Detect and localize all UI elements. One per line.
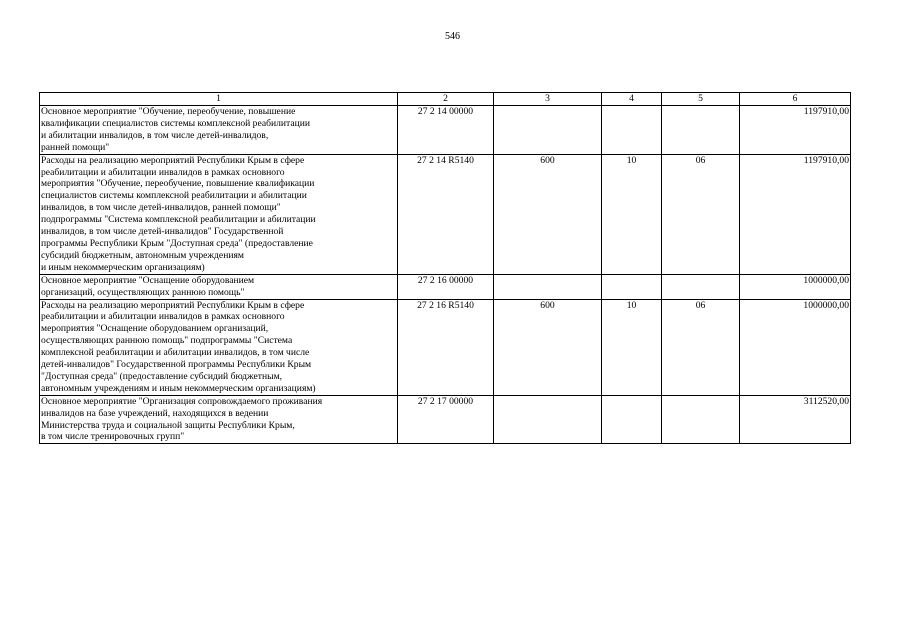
row-amount: 1197910,00 [740, 106, 851, 155]
header-cell-6: 6 [740, 93, 851, 106]
name-line: ранней помощи" [41, 141, 110, 153]
name-line: специалистов системы комплексной реабилитации и абилитации [41, 190, 307, 202]
row-amount: 1000000,00 [740, 274, 851, 299]
row-col4 [602, 106, 662, 155]
row-amount: 3112520,00 [740, 395, 851, 444]
name-line: Основное мероприятие "Обучение, переобучение, повышение [41, 106, 296, 117]
header-cell-1: 1 [40, 93, 398, 106]
name-line: и иным некоммерческим организациям) [41, 261, 205, 273]
name-line: инвалидов на базе учреждений, находящихся в ведении [41, 407, 269, 419]
table-header-row [40, 93, 851, 106]
row-code: 27 2 16 00000 [398, 274, 494, 299]
name-line: "Доступная среда" (предоставление субсидий бюджетным, [41, 370, 283, 382]
header-cell-4: 4 [602, 93, 662, 106]
row-code: 27 2 17 00000 [398, 395, 494, 444]
name-line: подпрограммы "Система комплексной реабилитации и абилитации [41, 214, 316, 226]
table-row [40, 395, 851, 444]
name-line: Расходы на реализацию мероприятий Республики Крым в сфере [41, 154, 305, 166]
row-name [40, 106, 398, 155]
row-col4 [602, 274, 662, 299]
row-col5 [662, 106, 740, 155]
row-col5 [662, 274, 740, 299]
page-number: 546 [445, 31, 460, 42]
row-col3: 600 [494, 299, 602, 395]
name-line: и абилитации инвалидов, в том числе детей-инвалидов, [41, 129, 269, 141]
name-line: инвалидов, в том числе детей-инвалидов, ранней помощи" [41, 202, 281, 214]
header-cell-2: 2 [398, 93, 494, 106]
row-col4 [602, 395, 662, 444]
row-name [40, 154, 398, 274]
row-col3 [494, 106, 602, 155]
table-row [40, 106, 851, 155]
row-col3 [494, 395, 602, 444]
name-line: осуществляющих раннюю помощь" подпрограммы "Система [41, 335, 293, 347]
row-amount: 1197910,00 [740, 154, 851, 274]
row-code: 27 2 16 R5140 [398, 299, 494, 395]
name-line: Основное мероприятие "Организация сопровождаемого проживания [41, 395, 323, 407]
table-row [40, 274, 851, 299]
name-line: мероприятия "Оснащение оборудованием организаций, [41, 323, 269, 335]
name-line: мероприятия "Обучение, переобучение, повышение квалификации [41, 178, 315, 190]
name-line: детей-инвалидов" Государственной программы Республики Крым [41, 359, 312, 371]
name-line: комплексной реабилитации и абилитации инвалидов, в том числе [41, 347, 310, 359]
header-cell-3: 3 [494, 93, 602, 106]
row-code: 27 2 14 R5140 [398, 154, 494, 274]
row-col5: 06 [662, 299, 740, 395]
row-amount: 1000000,00 [740, 299, 851, 395]
row-name [40, 395, 398, 444]
name-line: Расходы на реализацию мероприятий Республики Крым в сфере [41, 299, 305, 311]
row-col5 [662, 395, 740, 444]
name-line: организаций, осуществляющих раннюю помощь" [41, 286, 245, 298]
row-col3: 600 [494, 154, 602, 274]
row-col3 [494, 274, 602, 299]
name-line: Основное мероприятие "Оснащение оборудованием [41, 274, 255, 286]
row-col5: 06 [662, 154, 740, 274]
name-line: автономным учреждениям и иным некоммерческим организациям) [41, 382, 316, 394]
table-row [40, 154, 851, 274]
table-row [40, 299, 851, 395]
row-name [40, 274, 398, 299]
name-line: инвалидов, в том числе детей-инвалидов" Государственной [41, 226, 284, 238]
row-col4: 10 [602, 299, 662, 395]
row-name [40, 299, 398, 395]
row-col4: 10 [602, 154, 662, 274]
row-code: 27 2 14 00000 [398, 106, 494, 155]
name-line: Министерства труда и социальной защиты Республики Крым, [41, 419, 295, 431]
header-cell-5: 5 [662, 93, 740, 106]
name-line: реабилитации и абилитации инвалидов в рамках основного [41, 311, 285, 323]
name-line: реабилитации и абилитации инвалидов в рамках основного [41, 166, 285, 178]
name-line: субсидий бюджетным, автономным учреждениям [41, 249, 244, 261]
name-line: программы Республики Крым "Доступная среда" (предоставление [41, 237, 313, 249]
name-line: в том числе тренировочных групп" [41, 431, 185, 443]
budget-table [39, 92, 851, 444]
name-line: квалификации специалистов системы комплексной реабилитации [41, 117, 311, 129]
